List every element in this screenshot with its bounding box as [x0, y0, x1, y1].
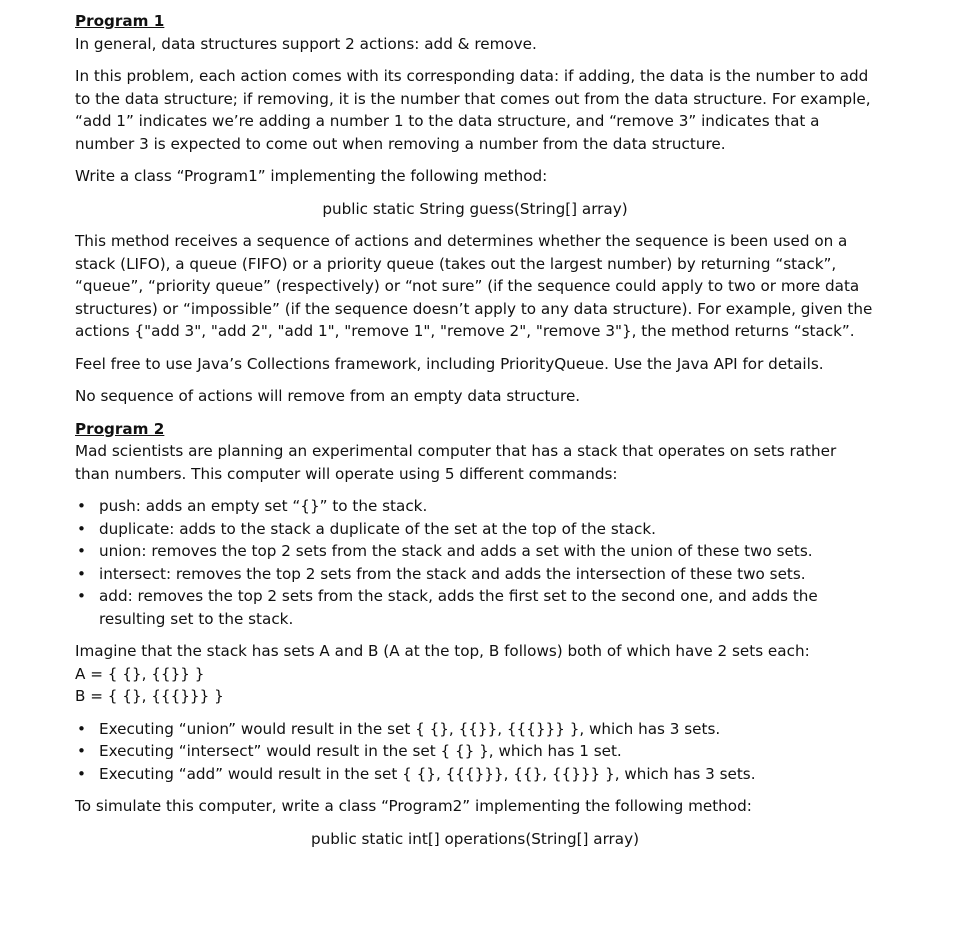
- list-item: • add: removes the top 2 sets from the stack, adds the first set to the second one, and adds the resulting set to the stack.: [75, 585, 875, 630]
- program2-signature: public static int[] operations(String[] array): [310, 829, 640, 848]
- list-item: • Executing “add” would result in the set { {}, {{{}}}, {{}, {{}}} }, which has 3 sets.: [75, 763, 875, 786]
- set-a: A = { {}, {{}} }: [75, 664, 205, 683]
- list-item: • Executing “union” would result in the set { {}, {{}}, {{{}}} }, which has 3 sets.: [75, 718, 875, 741]
- program1-para4: Feel free to use Java’s Collections framework, including PriorityQueue. Use the Java API for details.: [75, 354, 824, 373]
- program2-simulate: To simulate this computer, write a class “Program2” implementing the following method:: [75, 797, 752, 815]
- list-item: • duplicate: adds to the stack a duplicate of the set at the top of the stack.: [75, 518, 875, 541]
- program1-para2: Write a class “Program1” implementing the following method:: [75, 167, 548, 185]
- example-list: [75, 718, 875, 786]
- list-item: • push: adds an empty set “{}” to the stack.: [75, 495, 875, 518]
- program1-para5: No sequence of actions will remove from an empty data structure.: [75, 387, 581, 405]
- program2-heading: Program 2: [75, 419, 165, 438]
- program1-heading: Program 1: [75, 12, 165, 30]
- program1-para3: This method receives a sequence of actions and determines whether the sequence is been used on a stack (LIFO), a queue (FIFO) or a priority queue (takes out the largest number) by returning “stack”, “queue”, “priority queue” (respectively) or “not sure” (if the sequence could apply to two or more data structures) or “impossible” (if the sequence doesn’t apply to any data structure). For example, given the actions {"add 3", "add 2", "add 1", "remove 1", "remove 2", "remove 3"}, the method returns “stack”.: [75, 232, 873, 340]
- program2-imagine: Imagine that the stack has sets A and B (A at the top, B follows) both of which have 2 sets each:: [75, 642, 810, 660]
- program1-para1: In this problem, each action comes with its corresponding data: if adding, the data is the number to add to the data structure; if removing, it is the number that comes out from the data structure. For example, “add 1” indicates we’re adding a number 1 to the data structure, and “remove 3” indicates that a number 3 is expected to come out when removing a number from the data structure.: [75, 67, 871, 153]
- list-item: • Executing “intersect” would result in the set { {} }, which has 1 set.: [75, 740, 875, 763]
- program1-signature: public static String guess(String[] array): [322, 199, 628, 218]
- document-page: [75, 10, 875, 850]
- set-b: B = { {}, {{{}}} }: [75, 687, 224, 705]
- list-item: • union: removes the top 2 sets from the stack and adds a set with the union of these two sets.: [75, 540, 875, 563]
- command-list: [75, 495, 875, 630]
- program2-intro: Mad scientists are planning an experimental computer that has a stack that operates on sets rather than numbers. This computer will operate using 5 different commands:: [75, 442, 837, 483]
- program1-intro: In general, data structures support 2 actions: add & remove.: [75, 34, 537, 53]
- list-item: • intersect: removes the top 2 sets from the stack and adds the intersection of these two sets.: [75, 563, 875, 586]
